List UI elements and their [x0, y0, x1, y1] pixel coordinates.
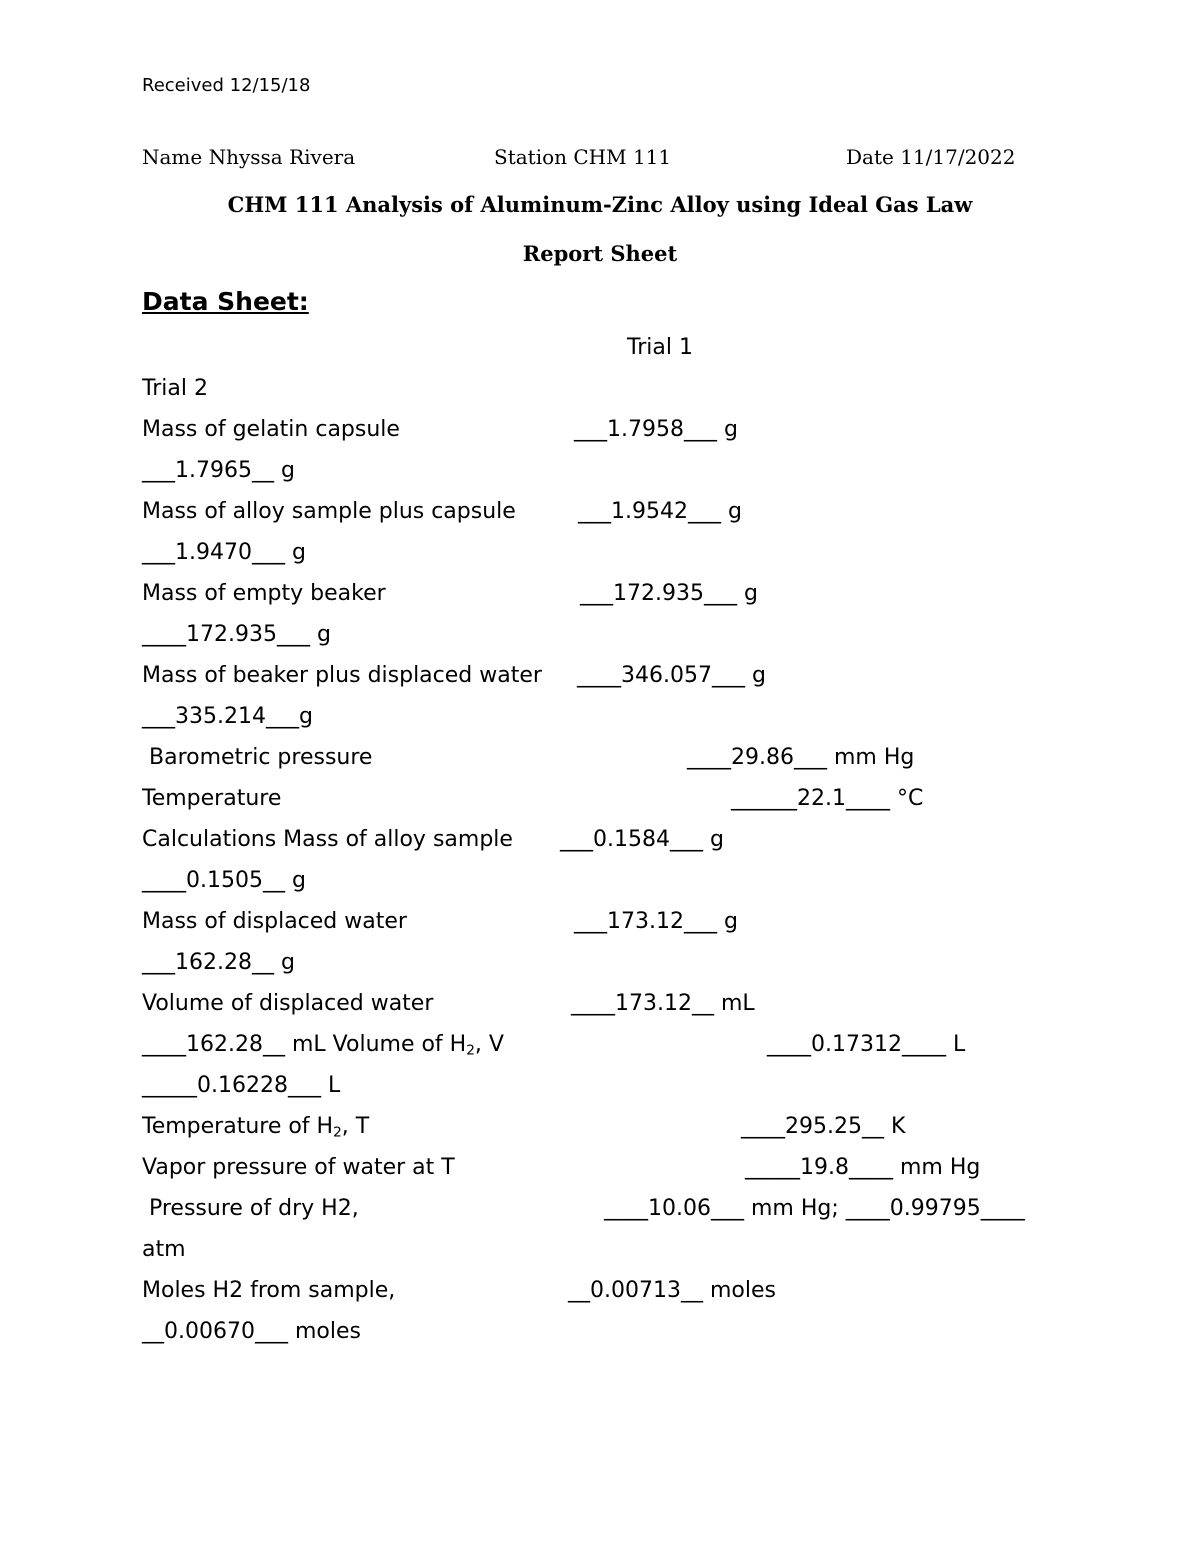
- volume-h2-trial2: _____0.16228___ L: [142, 1073, 341, 1098]
- moles-h2-trial1: __0.00713__ moles: [568, 1278, 776, 1303]
- mass-empty-beaker-label: Mass of empty beaker: [142, 581, 386, 606]
- mass-gelatin-capsule-trial1: ___1.7958___ g: [574, 417, 738, 442]
- volume-displaced-water-trial1: ____173.12__ mL: [571, 991, 755, 1016]
- pressure-dry-h2-unit: atm: [142, 1237, 186, 1262]
- mass-empty-beaker-trial1: ___172.935___ g: [580, 581, 758, 606]
- temperature-h2-suffix: , T: [341, 1114, 370, 1139]
- received-date: Received 12/15/18: [142, 75, 311, 96]
- temperature-h2-text: Temperature of H: [142, 1114, 334, 1139]
- moles-h2-label: Moles H2 from sample,: [142, 1278, 396, 1303]
- report-date: Date 11/17/2022: [846, 145, 1016, 169]
- temperature-label: Temperature: [142, 786, 282, 811]
- mass-gelatin-capsule-trial2: ___1.7965__ g: [142, 458, 295, 483]
- volume-h2-trial1: ____0.17312____ L: [767, 1032, 966, 1057]
- volume-displaced-water-trial2: ____162.28__ mL Volume of H: [142, 1032, 467, 1057]
- barometric-pressure-label: Barometric pressure: [142, 745, 373, 770]
- vapor-pressure-label: Vapor pressure of water at T: [142, 1155, 455, 1180]
- vapor-pressure-value: _____19.8____ mm Hg: [745, 1155, 981, 1180]
- mass-displaced-water-label: Mass of displaced water: [142, 909, 407, 934]
- mass-alloy-plus-capsule-trial2: ___1.9470___ g: [142, 540, 306, 565]
- volume-h2-suffix: , V: [474, 1032, 504, 1057]
- mass-alloy-plus-capsule-label: Mass of alloy sample plus capsule: [142, 499, 516, 524]
- student-name: Name Nhyssa Rivera: [142, 145, 356, 169]
- mass-beaker-plus-water-trial2: ___335.214___g: [142, 704, 313, 729]
- trial-1-label: Trial 1: [627, 335, 693, 360]
- h2-subscript: 2: [466, 1042, 475, 1059]
- temperature-h2-value: ____295.25__ K: [741, 1114, 906, 1139]
- station-label: Station CHM 111: [494, 145, 672, 169]
- mass-displaced-water-trial1: ___173.12___ g: [574, 909, 738, 934]
- data-sheet-heading: Data Sheet:: [142, 287, 309, 316]
- pressure-dry-h2-value: ____10.06___ mm Hg; ____0.99795____: [604, 1196, 1025, 1221]
- mass-alloy-plus-capsule-trial1: ___1.9542___ g: [578, 499, 742, 524]
- temperature-value: ______22.1____ °C: [731, 786, 924, 811]
- mass-beaker-plus-water-trial1: ____346.057___ g: [577, 663, 766, 688]
- mass-alloy-sample-trial1: ___0.1584___ g: [560, 827, 724, 852]
- report-title: CHM 111 Analysis of Aluminum-Zinc Alloy using Ideal Gas Law: [227, 192, 973, 217]
- temperature-h2-label: [142, 1114, 370, 1141]
- mass-alloy-sample-label: Calculations Mass of alloy sample: [142, 827, 513, 852]
- mass-displaced-water-trial2: ___162.28__ g: [142, 950, 295, 975]
- pressure-dry-h2-label: Pressure of dry H2,: [142, 1196, 359, 1221]
- volume-displaced-water-label: Volume of displaced water: [142, 991, 434, 1016]
- barometric-pressure-value: ____29.86___ mm Hg: [687, 745, 915, 770]
- report-subtitle: Report Sheet: [522, 241, 678, 266]
- moles-h2-trial2: __0.00670___ moles: [142, 1319, 361, 1344]
- volume-h2-line: [142, 1032, 504, 1059]
- mass-beaker-plus-water-label: Mass of beaker plus displaced water: [142, 663, 542, 688]
- trial-2-label: Trial 2: [142, 376, 208, 401]
- h2-subscript: 2: [333, 1124, 342, 1141]
- mass-empty-beaker-trial2: ____172.935___ g: [142, 622, 331, 647]
- mass-gelatin-capsule-label: Mass of gelatin capsule: [142, 417, 400, 442]
- mass-alloy-sample-trial2: ____0.1505__ g: [142, 868, 306, 893]
